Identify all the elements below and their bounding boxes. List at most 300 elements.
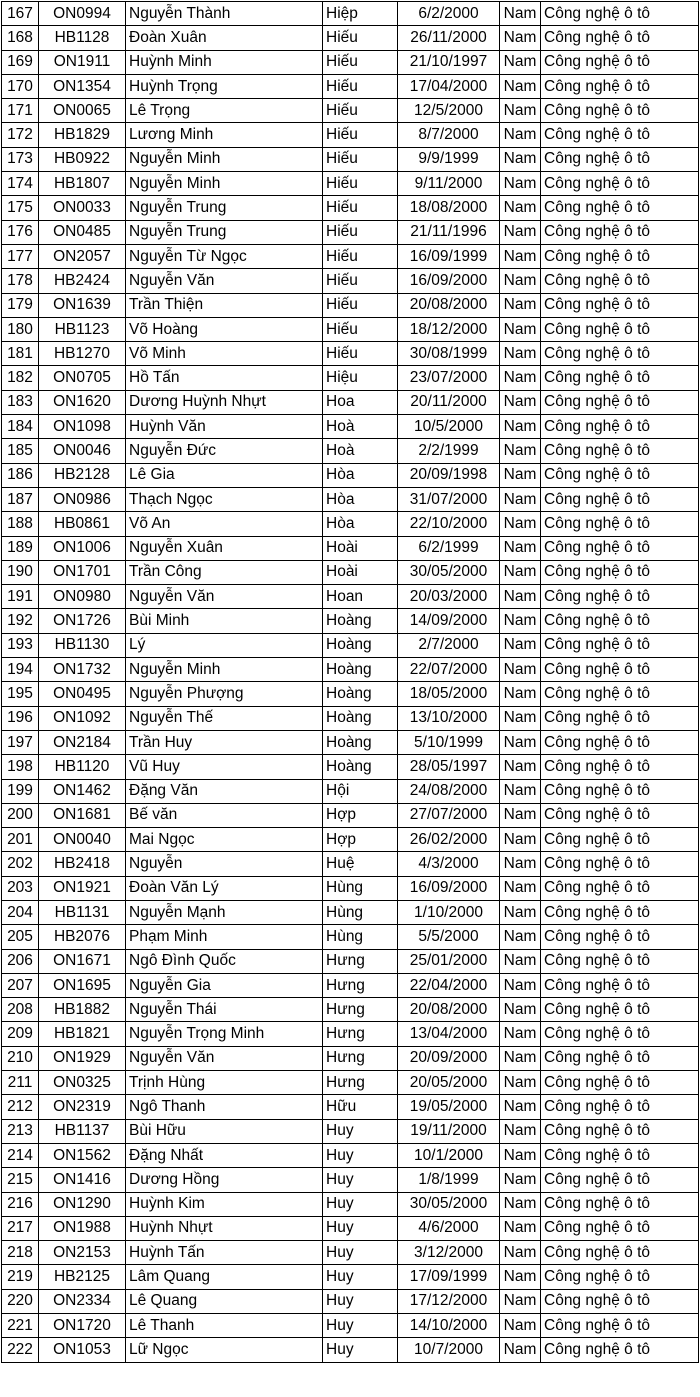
major-cell: Công nghệ ô tô xyxy=(541,949,699,973)
student-code-cell: ON0495 xyxy=(39,682,126,706)
table-row xyxy=(2,560,699,584)
student-code-cell: HB2125 xyxy=(39,1265,126,1289)
student-code-cell: HB2128 xyxy=(39,463,126,487)
date-of-birth-cell: 6/2/2000 xyxy=(398,2,500,26)
date-of-birth-cell: 4/3/2000 xyxy=(398,852,500,876)
table-row xyxy=(2,536,699,560)
major-cell: Công nghệ ô tô xyxy=(541,269,699,293)
major-cell: Công nghệ ô tô xyxy=(541,1143,699,1167)
student-code-cell: ON2184 xyxy=(39,730,126,754)
gender-cell: Nam xyxy=(500,415,541,439)
gender-cell: Nam xyxy=(500,390,541,414)
surname-middle-name-cell: Nguyễn Văn xyxy=(126,269,323,293)
given-name-cell: Hoan xyxy=(323,585,398,609)
table-row xyxy=(2,658,699,682)
date-of-birth-cell: 1/10/2000 xyxy=(398,900,500,924)
table-row xyxy=(2,609,699,633)
row-number-cell: 220 xyxy=(2,1289,39,1313)
table-row xyxy=(2,415,699,439)
gender-cell: Nam xyxy=(500,317,541,341)
major-cell: Công nghệ ô tô xyxy=(541,220,699,244)
student-code-cell: ON1726 xyxy=(39,609,126,633)
student-code-cell: HB0861 xyxy=(39,512,126,536)
surname-middle-name-cell: Nguyễn Thái xyxy=(126,998,323,1022)
table-row xyxy=(2,293,699,317)
table-row xyxy=(2,585,699,609)
given-name-cell: Hưng xyxy=(323,1046,398,1070)
table-row xyxy=(2,682,699,706)
table-row xyxy=(2,317,699,341)
row-number-cell: 197 xyxy=(2,730,39,754)
major-cell: Công nghệ ô tô xyxy=(541,487,699,511)
row-number-cell: 217 xyxy=(2,1216,39,1240)
major-cell: Công nghệ ô tô xyxy=(541,1168,699,1192)
gender-cell: Nam xyxy=(500,1022,541,1046)
given-name-cell: Hiếu xyxy=(323,26,398,50)
surname-middle-name-cell: Vũ Huy xyxy=(126,755,323,779)
gender-cell: Nam xyxy=(500,706,541,730)
given-name-cell: Hùng xyxy=(323,876,398,900)
row-number-cell: 221 xyxy=(2,1314,39,1338)
date-of-birth-cell: 20/11/2000 xyxy=(398,390,500,414)
row-number-cell: 182 xyxy=(2,366,39,390)
given-name-cell: Hiếu xyxy=(323,196,398,220)
student-code-cell: ON1732 xyxy=(39,658,126,682)
date-of-birth-cell: 12/5/2000 xyxy=(398,99,500,123)
gender-cell: Nam xyxy=(500,220,541,244)
date-of-birth-cell: 22/04/2000 xyxy=(398,973,500,997)
table-row xyxy=(2,1314,699,1338)
student-code-cell: ON2153 xyxy=(39,1241,126,1265)
major-cell: Công nghệ ô tô xyxy=(541,1338,699,1362)
date-of-birth-cell: 4/6/2000 xyxy=(398,1216,500,1240)
row-number-cell: 192 xyxy=(2,609,39,633)
row-number-cell: 170 xyxy=(2,74,39,98)
gender-cell: Nam xyxy=(500,172,541,196)
student-code-cell: ON2057 xyxy=(39,244,126,268)
student-code-cell: ON0994 xyxy=(39,2,126,26)
table-row xyxy=(2,803,699,827)
date-of-birth-cell: 3/12/2000 xyxy=(398,1241,500,1265)
gender-cell: Nam xyxy=(500,50,541,74)
student-code-cell: ON0065 xyxy=(39,99,126,123)
major-cell: Công nghệ ô tô xyxy=(541,1216,699,1240)
surname-middle-name-cell: Mai Ngọc xyxy=(126,828,323,852)
given-name-cell: Hoà xyxy=(323,439,398,463)
table-row xyxy=(2,1241,699,1265)
row-number-cell: 179 xyxy=(2,293,39,317)
surname-middle-name-cell: Nguyễn Xuân xyxy=(126,536,323,560)
date-of-birth-cell: 27/07/2000 xyxy=(398,803,500,827)
given-name-cell: Hiếu xyxy=(323,147,398,171)
major-cell: Công nghệ ô tô xyxy=(541,244,699,268)
gender-cell: Nam xyxy=(500,1265,541,1289)
major-cell: Công nghệ ô tô xyxy=(541,390,699,414)
date-of-birth-cell: 16/09/2000 xyxy=(398,876,500,900)
gender-cell: Nam xyxy=(500,1192,541,1216)
surname-middle-name-cell: Lý xyxy=(126,633,323,657)
table-row xyxy=(2,1143,699,1167)
major-cell: Công nghệ ô tô xyxy=(541,50,699,74)
given-name-cell: Hòa xyxy=(323,487,398,511)
student-code-cell: ON1098 xyxy=(39,415,126,439)
date-of-birth-cell: 10/5/2000 xyxy=(398,415,500,439)
gender-cell: Nam xyxy=(500,925,541,949)
given-name-cell: Huy xyxy=(323,1216,398,1240)
given-name-cell: Huệ xyxy=(323,852,398,876)
student-code-cell: ON1929 xyxy=(39,1046,126,1070)
major-cell: Công nghệ ô tô xyxy=(541,755,699,779)
gender-cell: Nam xyxy=(500,998,541,1022)
date-of-birth-cell: 20/08/2000 xyxy=(398,998,500,1022)
table-row xyxy=(2,1095,699,1119)
major-cell: Công nghệ ô tô xyxy=(541,828,699,852)
major-cell: Công nghệ ô tô xyxy=(541,730,699,754)
row-number-cell: 176 xyxy=(2,220,39,244)
student-code-cell: ON0033 xyxy=(39,196,126,220)
given-name-cell: Hiếu xyxy=(323,244,398,268)
surname-middle-name-cell: Nguyễn Văn xyxy=(126,585,323,609)
student-code-cell: ON1695 xyxy=(39,973,126,997)
given-name-cell: Hoàng xyxy=(323,706,398,730)
gender-cell: Nam xyxy=(500,147,541,171)
given-name-cell: Hoa xyxy=(323,390,398,414)
surname-middle-name-cell: Bùi Minh xyxy=(126,609,323,633)
student-code-cell: ON1921 xyxy=(39,876,126,900)
table-row xyxy=(2,366,699,390)
student-code-cell: HB1270 xyxy=(39,342,126,366)
table-row xyxy=(2,633,699,657)
surname-middle-name-cell: Huỳnh Tấn xyxy=(126,1241,323,1265)
row-number-cell: 219 xyxy=(2,1265,39,1289)
student-code-cell: ON1639 xyxy=(39,293,126,317)
gender-cell: Nam xyxy=(500,1168,541,1192)
table-row xyxy=(2,123,699,147)
given-name-cell: Huy xyxy=(323,1168,398,1192)
major-cell: Công nghệ ô tô xyxy=(541,172,699,196)
student-code-cell: ON1720 xyxy=(39,1314,126,1338)
table-row xyxy=(2,949,699,973)
table-row xyxy=(2,439,699,463)
table-row xyxy=(2,706,699,730)
given-name-cell: Hoài xyxy=(323,560,398,584)
row-number-cell: 208 xyxy=(2,998,39,1022)
student-code-cell: HB1821 xyxy=(39,1022,126,1046)
row-number-cell: 190 xyxy=(2,560,39,584)
date-of-birth-cell: 13/04/2000 xyxy=(398,1022,500,1046)
gender-cell: Nam xyxy=(500,633,541,657)
given-name-cell: Hiếu xyxy=(323,172,398,196)
major-cell: Công nghệ ô tô xyxy=(541,973,699,997)
date-of-birth-cell: 18/05/2000 xyxy=(398,682,500,706)
row-number-cell: 196 xyxy=(2,706,39,730)
gender-cell: Nam xyxy=(500,196,541,220)
gender-cell: Nam xyxy=(500,99,541,123)
given-name-cell: Huy xyxy=(323,1192,398,1216)
given-name-cell: Hoàng xyxy=(323,682,398,706)
student-code-cell: ON1681 xyxy=(39,803,126,827)
given-name-cell: Huy xyxy=(323,1143,398,1167)
date-of-birth-cell: 2/2/1999 xyxy=(398,439,500,463)
date-of-birth-cell: 20/09/2000 xyxy=(398,1046,500,1070)
major-cell: Công nghệ ô tô xyxy=(541,415,699,439)
surname-middle-name-cell: Lữ Ngọc xyxy=(126,1338,323,1362)
gender-cell: Nam xyxy=(500,900,541,924)
gender-cell: Nam xyxy=(500,730,541,754)
student-code-cell: ON1911 xyxy=(39,50,126,74)
surname-middle-name-cell: Huỳnh Trọng xyxy=(126,74,323,98)
table-row xyxy=(2,74,699,98)
surname-middle-name-cell: Đặng Văn xyxy=(126,779,323,803)
major-cell: Công nghệ ô tô xyxy=(541,366,699,390)
given-name-cell: Hùng xyxy=(323,900,398,924)
gender-cell: Nam xyxy=(500,439,541,463)
given-name-cell: Hưng xyxy=(323,1071,398,1095)
row-number-cell: 209 xyxy=(2,1022,39,1046)
gender-cell: Nam xyxy=(500,828,541,852)
table-row xyxy=(2,196,699,220)
major-cell: Công nghệ ô tô xyxy=(541,463,699,487)
row-number-cell: 194 xyxy=(2,658,39,682)
row-number-cell: 187 xyxy=(2,487,39,511)
table-row xyxy=(2,852,699,876)
date-of-birth-cell: 20/05/2000 xyxy=(398,1071,500,1095)
row-number-cell: 189 xyxy=(2,536,39,560)
surname-middle-name-cell: Trần Công xyxy=(126,560,323,584)
student-code-cell: ON0040 xyxy=(39,828,126,852)
given-name-cell: Huy xyxy=(323,1289,398,1313)
surname-middle-name-cell: Võ Minh xyxy=(126,342,323,366)
student-code-cell: HB1829 xyxy=(39,123,126,147)
surname-middle-name-cell: Võ Hoàng xyxy=(126,317,323,341)
row-number-cell: 178 xyxy=(2,269,39,293)
date-of-birth-cell: 9/11/2000 xyxy=(398,172,500,196)
student-code-cell: ON1562 xyxy=(39,1143,126,1167)
student-code-cell: HB1131 xyxy=(39,900,126,924)
gender-cell: Nam xyxy=(500,949,541,973)
major-cell: Công nghệ ô tô xyxy=(541,147,699,171)
given-name-cell: Hiếu xyxy=(323,123,398,147)
row-number-cell: 188 xyxy=(2,512,39,536)
student-code-cell: ON1462 xyxy=(39,779,126,803)
row-number-cell: 204 xyxy=(2,900,39,924)
gender-cell: Nam xyxy=(500,1338,541,1362)
student-code-cell: ON1671 xyxy=(39,949,126,973)
major-cell: Công nghệ ô tô xyxy=(541,682,699,706)
surname-middle-name-cell: Huỳnh Nhựt xyxy=(126,1216,323,1240)
row-number-cell: 206 xyxy=(2,949,39,973)
date-of-birth-cell: 26/02/2000 xyxy=(398,828,500,852)
given-name-cell: Hoàng xyxy=(323,633,398,657)
gender-cell: Nam xyxy=(500,463,541,487)
date-of-birth-cell: 22/10/2000 xyxy=(398,512,500,536)
gender-cell: Nam xyxy=(500,1241,541,1265)
student-code-cell: ON1354 xyxy=(39,74,126,98)
date-of-birth-cell: 26/11/2000 xyxy=(398,26,500,50)
row-number-cell: 195 xyxy=(2,682,39,706)
gender-cell: Nam xyxy=(500,2,541,26)
date-of-birth-cell: 30/05/2000 xyxy=(398,560,500,584)
major-cell: Công nghệ ô tô xyxy=(541,998,699,1022)
surname-middle-name-cell: Lê Gia xyxy=(126,463,323,487)
table-row xyxy=(2,1289,699,1313)
date-of-birth-cell: 30/05/2000 xyxy=(398,1192,500,1216)
given-name-cell: Hiếu xyxy=(323,220,398,244)
gender-cell: Nam xyxy=(500,973,541,997)
row-number-cell: 216 xyxy=(2,1192,39,1216)
date-of-birth-cell: 30/08/1999 xyxy=(398,342,500,366)
given-name-cell: Hưng xyxy=(323,973,398,997)
major-cell: Công nghệ ô tô xyxy=(541,900,699,924)
given-name-cell: Hoàng xyxy=(323,730,398,754)
given-name-cell: Hòa xyxy=(323,512,398,536)
major-cell: Công nghệ ô tô xyxy=(541,26,699,50)
gender-cell: Nam xyxy=(500,1046,541,1070)
row-number-cell: 205 xyxy=(2,925,39,949)
gender-cell: Nam xyxy=(500,26,541,50)
date-of-birth-cell: 20/08/2000 xyxy=(398,293,500,317)
table-row xyxy=(2,2,699,26)
surname-middle-name-cell: Trần Thiện xyxy=(126,293,323,317)
date-of-birth-cell: 13/10/2000 xyxy=(398,706,500,730)
date-of-birth-cell: 21/10/1997 xyxy=(398,50,500,74)
row-number-cell: 218 xyxy=(2,1241,39,1265)
given-name-cell: Hiếu xyxy=(323,269,398,293)
table-row xyxy=(2,779,699,803)
surname-middle-name-cell: Ngô Thanh xyxy=(126,1095,323,1119)
surname-middle-name-cell: Nguyễn Minh xyxy=(126,172,323,196)
student-code-cell: ON1701 xyxy=(39,560,126,584)
table-row xyxy=(2,755,699,779)
table-row xyxy=(2,487,699,511)
table-row xyxy=(2,390,699,414)
surname-middle-name-cell: Đoàn Văn Lý xyxy=(126,876,323,900)
given-name-cell: Hoài xyxy=(323,536,398,560)
row-number-cell: 191 xyxy=(2,585,39,609)
row-number-cell: 199 xyxy=(2,779,39,803)
student-code-cell: HB2418 xyxy=(39,852,126,876)
given-name-cell: Hội xyxy=(323,779,398,803)
date-of-birth-cell: 2/7/2000 xyxy=(398,633,500,657)
student-code-cell: ON2319 xyxy=(39,1095,126,1119)
major-cell: Công nghệ ô tô xyxy=(541,1022,699,1046)
major-cell: Công nghệ ô tô xyxy=(541,633,699,657)
table-row xyxy=(2,99,699,123)
row-number-cell: 169 xyxy=(2,50,39,74)
gender-cell: Nam xyxy=(500,852,541,876)
major-cell: Công nghệ ô tô xyxy=(541,439,699,463)
major-cell: Công nghệ ô tô xyxy=(541,293,699,317)
given-name-cell: Hiếu xyxy=(323,99,398,123)
surname-middle-name-cell: Nguyễn Từ Ngọc xyxy=(126,244,323,268)
surname-middle-name-cell: Nguyễn Đức xyxy=(126,439,323,463)
gender-cell: Nam xyxy=(500,123,541,147)
student-code-cell: ON1620 xyxy=(39,390,126,414)
given-name-cell: Hoà xyxy=(323,415,398,439)
row-number-cell: 211 xyxy=(2,1071,39,1095)
date-of-birth-cell: 21/11/1996 xyxy=(398,220,500,244)
table-row xyxy=(2,1046,699,1070)
row-number-cell: 167 xyxy=(2,2,39,26)
given-name-cell: Hợp xyxy=(323,803,398,827)
gender-cell: Nam xyxy=(500,269,541,293)
row-number-cell: 212 xyxy=(2,1095,39,1119)
student-code-cell: ON0325 xyxy=(39,1071,126,1095)
given-name-cell: Hiếu xyxy=(323,50,398,74)
gender-cell: Nam xyxy=(500,876,541,900)
student-list-body xyxy=(2,2,699,1363)
given-name-cell: Hiệp xyxy=(323,2,398,26)
date-of-birth-cell: 6/2/1999 xyxy=(398,536,500,560)
given-name-cell: Huy xyxy=(323,1314,398,1338)
table-row xyxy=(2,730,699,754)
table-row xyxy=(2,147,699,171)
major-cell: Công nghệ ô tô xyxy=(541,536,699,560)
table-row xyxy=(2,269,699,293)
surname-middle-name-cell: Đặng Nhất xyxy=(126,1143,323,1167)
gender-cell: Nam xyxy=(500,1216,541,1240)
major-cell: Công nghệ ô tô xyxy=(541,560,699,584)
table-row xyxy=(2,50,699,74)
given-name-cell: Hiếu xyxy=(323,342,398,366)
major-cell: Công nghệ ô tô xyxy=(541,1119,699,1143)
major-cell: Công nghệ ô tô xyxy=(541,1071,699,1095)
major-cell: Công nghệ ô tô xyxy=(541,74,699,98)
surname-middle-name-cell: Lê Trọng xyxy=(126,99,323,123)
major-cell: Công nghệ ô tô xyxy=(541,2,699,26)
student-code-cell: HB1807 xyxy=(39,172,126,196)
given-name-cell: Hợp xyxy=(323,828,398,852)
surname-middle-name-cell: Võ An xyxy=(126,512,323,536)
date-of-birth-cell: 8/7/2000 xyxy=(398,123,500,147)
surname-middle-name-cell: Lê Quang xyxy=(126,1289,323,1313)
student-code-cell: ON1092 xyxy=(39,706,126,730)
table-row xyxy=(2,1216,699,1240)
row-number-cell: 177 xyxy=(2,244,39,268)
date-of-birth-cell: 22/07/2000 xyxy=(398,658,500,682)
date-of-birth-cell: 17/12/2000 xyxy=(398,1289,500,1313)
major-cell: Công nghệ ô tô xyxy=(541,1265,699,1289)
major-cell: Công nghệ ô tô xyxy=(541,1095,699,1119)
table-row xyxy=(2,828,699,852)
row-number-cell: 173 xyxy=(2,147,39,171)
given-name-cell: Hưng xyxy=(323,998,398,1022)
date-of-birth-cell: 25/01/2000 xyxy=(398,949,500,973)
surname-middle-name-cell: Nguyễn Văn xyxy=(126,1046,323,1070)
date-of-birth-cell: 16/09/1999 xyxy=(398,244,500,268)
given-name-cell: Hưng xyxy=(323,949,398,973)
surname-middle-name-cell: Nguyễn Thế xyxy=(126,706,323,730)
student-list-table xyxy=(1,1,699,1363)
given-name-cell: Hiếu xyxy=(323,293,398,317)
major-cell: Công nghệ ô tô xyxy=(541,1192,699,1216)
table-row xyxy=(2,1119,699,1143)
surname-middle-name-cell: Ngô Đình Quốc xyxy=(126,949,323,973)
major-cell: Công nghệ ô tô xyxy=(541,609,699,633)
date-of-birth-cell: 19/11/2000 xyxy=(398,1119,500,1143)
date-of-birth-cell: 20/09/1998 xyxy=(398,463,500,487)
given-name-cell: Hòa xyxy=(323,463,398,487)
given-name-cell: Huy xyxy=(323,1338,398,1362)
major-cell: Công nghệ ô tô xyxy=(541,925,699,949)
student-code-cell: HB1123 xyxy=(39,317,126,341)
student-code-cell: ON0485 xyxy=(39,220,126,244)
row-number-cell: 181 xyxy=(2,342,39,366)
gender-cell: Nam xyxy=(500,342,541,366)
table-row xyxy=(2,342,699,366)
table-row xyxy=(2,244,699,268)
surname-middle-name-cell: Huỳnh Văn xyxy=(126,415,323,439)
